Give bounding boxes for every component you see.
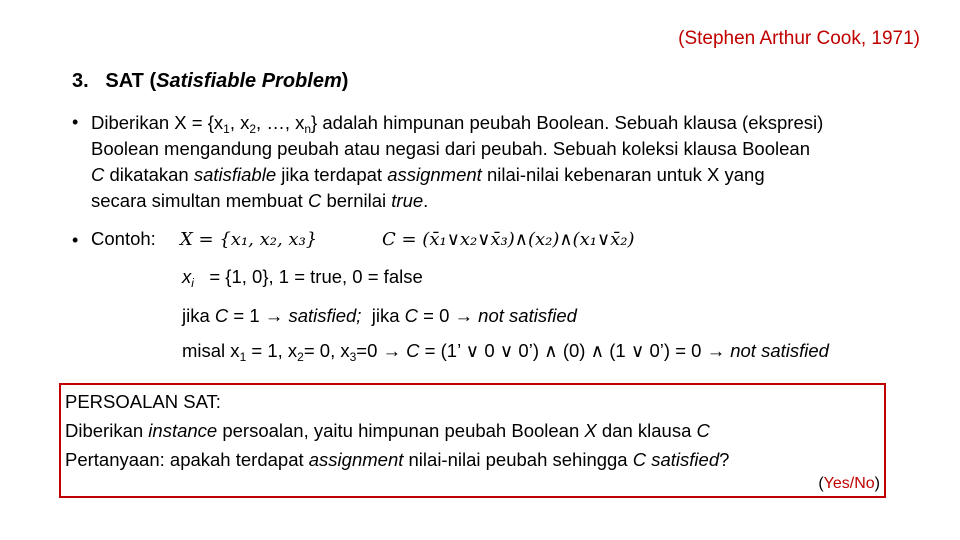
box-line-instance: Diberikan instance persoalan, yaitu himpunan peubah Boolean X dan klausa C [65, 420, 710, 441]
heading-number: 3. [72, 70, 89, 92]
definition-paragraph [91, 110, 951, 214]
variable-set-formula: X = {x₁, x₂, x₃} [180, 229, 318, 250]
citation: (Stephen Arthur Cook, 1971) [678, 28, 920, 49]
definition-line-2: Boolean mengandung peubah atau negasi dari peubah. Sebuah koleksi klausa Boolean [91, 138, 810, 159]
heading-paren-open: ( [149, 70, 157, 92]
definition-line-1: Diberikan $X = \{x_1$, $x_2$, …, $x_n$} adalah himpunan peubah Boolean. Sebuah klausa (ekspresi) [91, 112, 824, 136]
answer-type-note: (Yes/No) [818, 475, 880, 492]
clause-formula: C = (x̄₁∨x₂∨x̄₃)∧(x₂)∧(x₁∨x̄₂) [382, 229, 635, 250]
bullet-marker: • [72, 112, 79, 132]
box-title: PERSOALAN SAT: [65, 391, 221, 412]
definition-line-3: C dikatakan satisfiable jika terdapat assignment nilai-nilai kebenaran untuk X yang [91, 164, 765, 185]
example-line-domain: $x_i$ = {1, 0}, 1 = true, 0 = false [182, 266, 423, 290]
example-line-evaluation: misal $x_1 = 1$, $x_2= 0$, $x_3=0 \to C = (1$’ ∨ 0 ∨ 0’) ∧ (0) ∧ (1 ∨ 0’) = 0 → not satisfied [182, 340, 829, 364]
heading-term: SAT [105, 70, 144, 92]
example-line-condition: jika C = 1 → satisfied; jika C = 0 → not satisfied [182, 305, 577, 326]
example-label: Contoh: [91, 228, 156, 249]
heading-paren-close: ) [341, 70, 349, 92]
heading-expansion: Satisfiable Problem [156, 70, 342, 92]
bullet-marker: • [72, 230, 79, 250]
sat-problem-box [59, 383, 886, 498]
box-line-question: Pertanyaan: apakah terdapat assignment nilai-nilai peubah sehingga C satisfied? [65, 449, 730, 470]
section-heading [72, 70, 348, 93]
definition-line-4: secara simultan membuat C bernilai true. [91, 190, 429, 211]
